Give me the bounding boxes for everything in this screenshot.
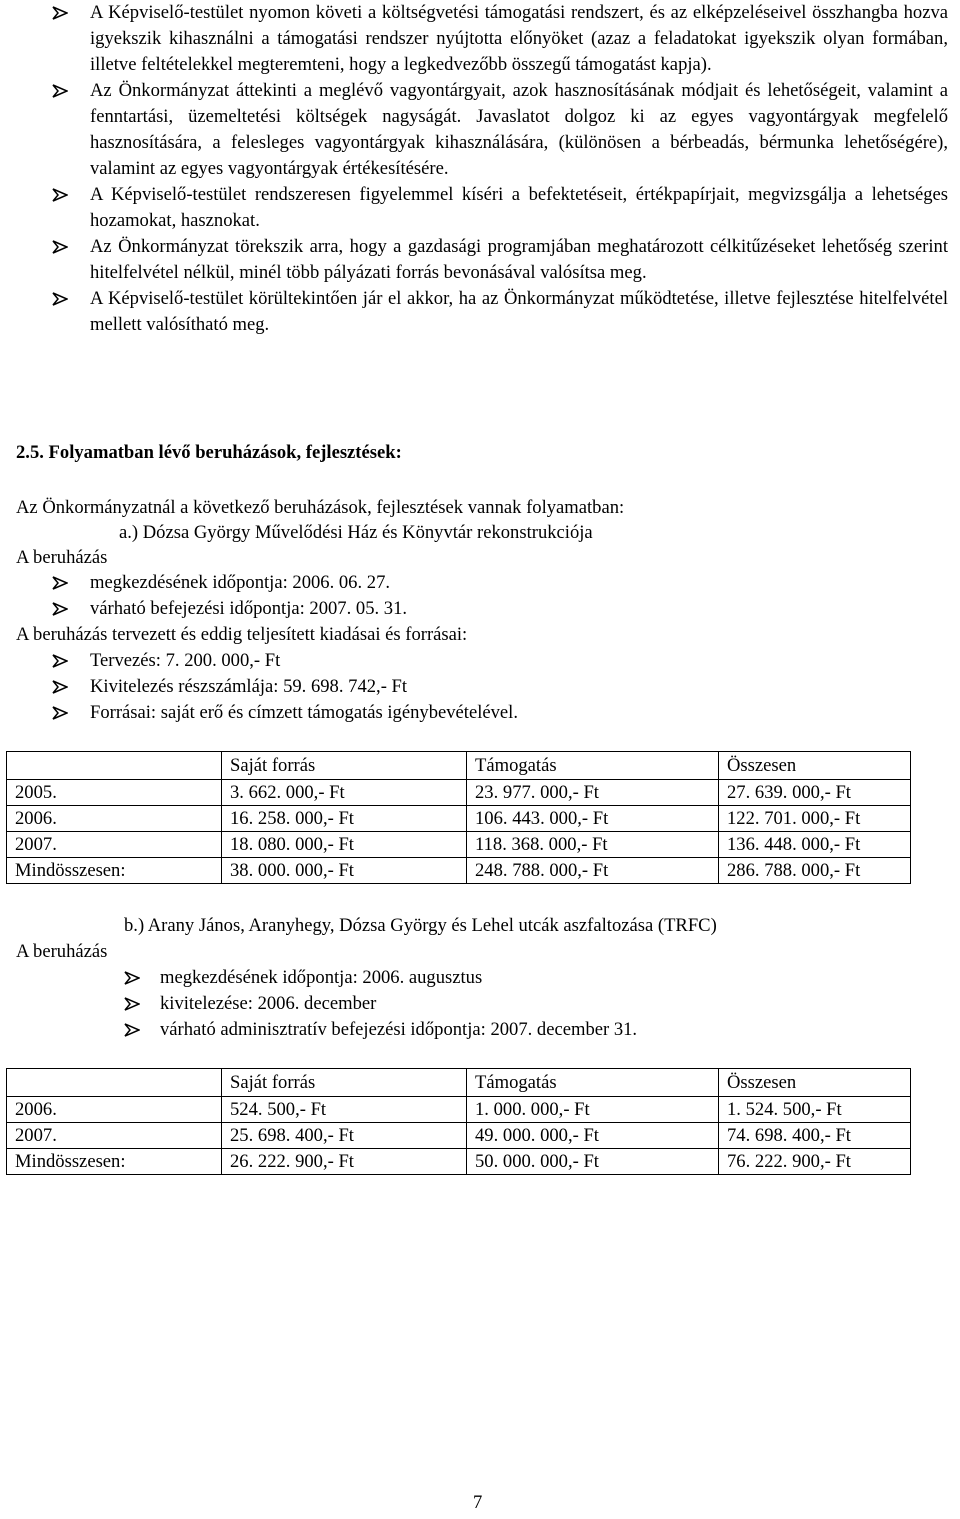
arrow-bullet-icon — [52, 680, 68, 694]
table-row — [7, 832, 911, 858]
arrow-bullet-icon — [124, 971, 140, 985]
table-cell: 2005. — [7, 780, 222, 806]
table-row — [7, 1149, 911, 1175]
section-heading: 2.5. Folyamatban lévő beruházások, fejlesztések: — [16, 442, 402, 463]
list-item: A Képviselő-testület nyomon követi a költségvetési támogatási rendszert, és az elképzeléseivel összhangba hozva igyekszik kihasználni a támogatási rendszer nyújtotta előnyöket (azaz a feladatokat igyekszik olyan formában, illetve feltételekkel megteremteni, hogy a legkedvezőbb összegű támogatást kapja). — [0, 0, 960, 78]
table-cell: 16. 258. 000,- Ft — [222, 806, 467, 832]
table-cell: 2007. — [7, 1123, 222, 1149]
table-cell: 50. 000. 000,- Ft — [467, 1149, 719, 1175]
table-cell: 248. 788. 000,- Ft — [467, 858, 719, 884]
document-page: A Képviselő-testület nyomon követi a költségvetési támogatási rendszert, és az elképzeléseivel összhangba hozva igyekszik kihasználni a támogatási rendszer nyújtotta előnyöket (azaz a feladatokat igyekszik olyan formában, illetve feltételekkel megteremteni, hogy a legkedvezőbb összegű támogatást kapja). Az Önkormányzat áttekinti a meglévő vagyontárgyait, azok hasznosításának módjait és lehetőségeit, valamint a fenntartási, üzemeltetési költségek nagyságát. Javaslatot dolgoz ki az egyes vagyontárgyak megfelelő hasznosítására, a felesleges vagyontárgyak kihasználására, (különösen a bérbeadás, bérmunka lehetőségére), valamint az egyes vagyontárgyak értékesítésére. A Képviselő-testület rendszeresen figyelemmel kíséri a befektetéseit, értékpapírjait, megvizsgálja a lehetséges hozamokat, hasznokat. Az Önkormányzat törekszik arra, hogy a gazdasági programjában meghatározott célkitűzéseket lehetőség szerint hitelfelvétel nélkül, minél több pályázati forrás bevonásával valósítsa meg. A Képviselő-testület körültekintően jár el akkor, ha az Önkormányzat működtetése, illetve fejlesztése hitelfelvétel mellett valósítható meg. 2.5. Folyamatban lévő beruházások, fejlesztések: Az Önkormányzatnál a következő beruházások, fejlesztések vannak folyamatban: a.) Dózsa György Művelődési Ház és Könyvtár rekonstrukciója A beruházás megkezdésének időpontja: 2006. 06. 27. várható befejezési időpontja: 2007. 05. 31. A beruházás tervezett és eddig teljesített kiadásai és forrásai: Tervezés: 7. 200. 000,- Ft Kivitelezés részszámlája: 59. 698. 742,- Ft Forrásai: saját erő és címzett támogatás igénybevételével. Saját forrás Támogatás Összesen 2005. 3. 662. 000,- Ft 23. 977. 000,- Ft 27. 639. 000,- Ft 2006. 16. 258. 000,- Ft 106. 443. 000,- Ft 122. 701. 000,- Ft 2007. 18. 080. 000,- Ft 118. 368. 000,- Ft 136. 448. 000,- Ft Mindösszesen: 38. 000. 000,- Ft 248. 788. 000,- Ft 286. 788. 000,- Ft b.) Arany János, Aranyhegy, Dózsa György és Lehel utcák aszfaltozása (TRFC) A beruházás megkezdésének időpontja: 2006. augusztus kivitelezése: 2006. december várható adminisztratív befejezési időpontja: 2007. december 31. Saját forrás Támogatás Összesen 2006. 524. 500,- Ft 1. 000. 000,- Ft 1. 524. 500,- Ft 2007. 25. 698. 400,- Ft 49. 000. 000,- Ft 74. 698. 400,- Ft Mindösszesen: 26. 222. 900,- Ft 50. 000. 000,- Ft 76. 222. 900,- Ft 7 — [0, 0, 960, 1519]
arrow-bullet-icon — [124, 997, 140, 1011]
table-cell: 286. 788. 000,- Ft — [719, 858, 911, 884]
table-row — [7, 806, 911, 832]
table-cell: 122. 701. 000,- Ft — [719, 806, 911, 832]
table-header-cell — [7, 752, 222, 780]
arrow-bullet-icon — [52, 188, 68, 202]
table-cell: 23. 977. 000,- Ft — [467, 780, 719, 806]
table-cell: 2006. — [7, 806, 222, 832]
intro-bullet-list — [0, 0, 960, 338]
table-row — [7, 780, 911, 806]
project-a-label: A beruházás — [16, 547, 108, 568]
page-number: 7 — [473, 1492, 483, 1513]
table-cell: 25. 698. 400,- Ft — [222, 1123, 467, 1149]
table-cell: 3. 662. 000,- Ft — [222, 780, 467, 806]
table-row — [7, 858, 911, 884]
table-cell: 49. 000. 000,- Ft — [467, 1123, 719, 1149]
table-cell: Mindösszesen: — [7, 1149, 222, 1175]
table-cell: Mindösszesen: — [7, 858, 222, 884]
table-cell: 38. 000. 000,- Ft — [222, 858, 467, 884]
project-b-finance-table — [6, 1068, 911, 1175]
table-cell: 26. 222. 900,- Ft — [222, 1149, 467, 1175]
table-header-cell: Összesen — [719, 752, 911, 780]
arrow-bullet-icon — [52, 292, 68, 306]
table-cell: 76. 222. 900,- Ft — [719, 1149, 911, 1175]
section-intro: Az Önkormányzatnál a következő beruházások, fejlesztések vannak folyamatban: — [16, 497, 625, 518]
table-header-row — [7, 752, 911, 780]
project-a-finance-table — [6, 751, 911, 884]
table-header-cell: Támogatás — [467, 752, 719, 780]
table-cell: 18. 080. 000,- Ft — [222, 832, 467, 858]
table-cell: 1. 524. 500,- Ft — [719, 1097, 911, 1123]
table-header-cell: Saját forrás — [222, 1069, 467, 1097]
table-header-cell: Saját forrás — [222, 752, 467, 780]
table-cell: 524. 500,- Ft — [222, 1097, 467, 1123]
list-item: A Képviselő-testület körültekintően jár el akkor, ha az Önkormányzat működtetése, illetve fejlesztése hitelfelvétel mellett valósítható meg. — [0, 286, 960, 338]
table-cell: 2007. — [7, 832, 222, 858]
table-header-cell — [7, 1069, 222, 1097]
project-b-title: b.) Arany János, Aranyhegy, Dózsa György és Lehel utcák aszfaltozása (TRFC) — [124, 915, 717, 936]
table-header-cell: Támogatás — [467, 1069, 719, 1097]
table-row — [7, 1097, 911, 1123]
arrow-bullet-icon — [52, 576, 68, 590]
list-item: A Képviselő-testület rendszeresen figyelemmel kíséri a befektetéseit, értékpapírjait, megvizsgálja a lehetséges hozamokat, hasznokat. — [0, 182, 960, 234]
table-cell: 27. 639. 000,- Ft — [719, 780, 911, 806]
table-header-cell: Összesen — [719, 1069, 911, 1097]
arrow-bullet-icon — [52, 706, 68, 720]
table-cell: 2006. — [7, 1097, 222, 1123]
arrow-bullet-icon — [124, 1023, 140, 1037]
table-row — [7, 1123, 911, 1149]
arrow-bullet-icon — [52, 602, 68, 616]
table-cell: 1. 000. 000,- Ft — [467, 1097, 719, 1123]
project-a-title: a.) Dózsa György Művelődési Ház és Könyvtár rekonstrukciója — [119, 522, 593, 543]
table-cell: 118. 368. 000,- Ft — [467, 832, 719, 858]
table-header-row — [7, 1069, 911, 1097]
arrow-bullet-icon — [52, 240, 68, 254]
table-cell: 74. 698. 400,- Ft — [719, 1123, 911, 1149]
arrow-bullet-icon — [52, 654, 68, 668]
project-b-label: A beruházás — [16, 941, 108, 962]
list-item: Az Önkormányzat áttekinti a meglévő vagyontárgyait, azok hasznosításának módjait és lehetőségeit, valamint a fenntartási, üzemeltetési költségek nagyságát. Javaslatot dolgoz ki az egyes vagyontárgyak megfelelő hasznosítására, a felesleges vagyontárgyak kihasználására, (különösen a bérbeadás, bérmunka lehetőségére), valamint az egyes vagyontárgyak értékesítésére. — [0, 78, 960, 182]
arrow-bullet-icon — [52, 6, 68, 20]
arrow-bullet-icon — [52, 84, 68, 98]
table-cell: 106. 443. 000,- Ft — [467, 806, 719, 832]
table-cell: 136. 448. 000,- Ft — [719, 832, 911, 858]
project-a-costs-label: A beruházás tervezett és eddig teljesített kiadásai és forrásai: — [16, 624, 468, 645]
list-item: Az Önkormányzat törekszik arra, hogy a gazdasági programjában meghatározott célkitűzéseket lehetőség szerint hitelfelvétel nélkül, minél több pályázati forrás bevonásával valósítsa meg. — [0, 234, 960, 286]
